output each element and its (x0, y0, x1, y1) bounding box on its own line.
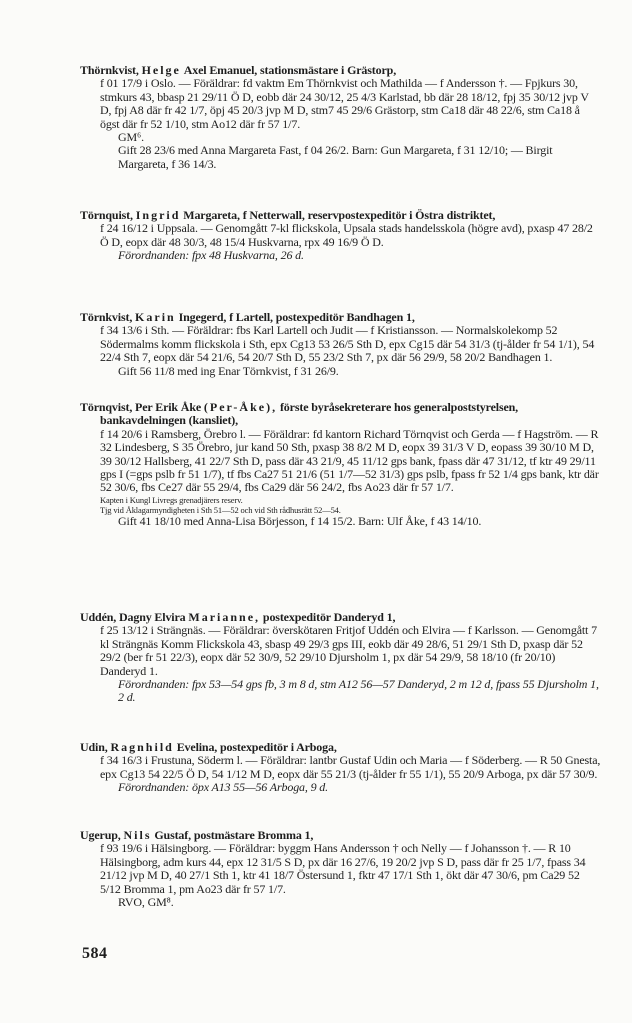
entry-called-name: Karin (135, 310, 176, 324)
entry-family: Gift 28 23/6 med Anna Margareta Fast, f 04 26/2. Barn: Gun Margareta, f 31 12/10; — Birgit Margareta, f 36 14/3. (118, 143, 553, 171)
entry-appointments: Förordnanden: fpx 48 Huskvarna, 26 d. (118, 248, 304, 263)
entry-title: postexpeditör Bandhagen 1, (275, 310, 415, 324)
entry-note: Tjg vid Åklagarmyndigheten i Sth 51—52 och vid Sth rådhusrätt 52—54. (100, 504, 341, 515)
entry-given-names: Gustaf, (154, 828, 191, 842)
entry-title: postexpeditör Danderyd 1, (262, 610, 396, 624)
entry-honours: RVO, GM⁸. (118, 895, 174, 910)
entry-tornqvist-per-ake (80, 401, 602, 528)
entry-heading (80, 611, 602, 624)
entry-called-name: Marianne, (188, 610, 261, 624)
entry-called-name: Helge (141, 63, 181, 77)
entry-surname: Thörnkvist, (80, 63, 139, 77)
page-number: 584 (82, 945, 108, 962)
entry-title: stationsmästare i Grästorp, (260, 63, 397, 77)
entry-title: förste byråsekreterare hos generalpoststyrelsen, bankavdelningen (kansliet), (100, 400, 519, 428)
entry-heading (80, 829, 602, 842)
entry-appointments: Förordnanden: öpx A13 55—56 Arboga, 9 d. (118, 780, 328, 795)
entry-given-names: Margareta, f Netterwall, (183, 208, 305, 222)
entry-called-name: Nils (123, 828, 152, 842)
entry-called-name: Ingrid (135, 208, 181, 222)
entry-biography: f 14 20/6 i Ramsberg, Örebro l. — Föräldrar: fd kantorn Richard Törnqvist och Gerda — f Hagström. — R 32 Lindesberg, S 35 Örebro, jur kand 50 Sth, pxasp 38 8/2 M D, eopx 39 31/3 V D, eopass 39 30/10 M D, 39 30/12 Hallsberg, 41 22/7 Sth D, pass där 43 21/9, 45 11/12 gps bank, fpass där 47 31/12, tf ktr 49 29/11 gps I (=gps pslb fr 51 1/7), tf fbs Ca27 51 21/6 (51 1/7—52 31/3) gps pslb, fpass fr 52 1/4 gps bank, ktr där 52 30/6, fbs Ce27 där 55 29/4, fbs Ca29 där 56 24/2, fbs Ao23 där fr 57 1/7. (100, 426, 599, 495)
entry-biography: f 93 19/6 i Hälsingborg. — Föräldrar: byggm Hans Andersson † och Nelly — f Johansson †. — R 10 Hälsingborg, adm kurs 44, epx 12 31/5 S D, px där 16 27/6, 19 20/2 jvp S D, pass där fr 25 1/7, fpass 34 21/12 jvp M D, 40 27/1 Sth 1, ktr 41 18/7 Östersund 1, fktr 47 17/1 Sth 1, ökt där 47 30/6, pm Ca29 52 5/12 Bromma 1, pm Ao23 där fr 57 1/7. (100, 841, 586, 896)
entry-surname: Ugerup, (80, 828, 121, 842)
entry-tornquist-ingrid (80, 209, 602, 263)
entry-given-names: Evelina, (176, 740, 218, 754)
entry-biography: f 24 16/12 i Uppsala. — Genomgått 7-kl flickskola, Upsala stads handelsskola (högre avd), pxasp 47 28/2 Ö D, eopx där 48 30/3, 48 15/4 Huskvarna, rpx 49 16/9 Ö D. (100, 221, 593, 249)
entry-appointments: Förordnanden: fpx 53—54 gps fb, 3 m 8 d, stm A12 56—57 Danderyd, 2 m 12 d, fpass 55 Djursholm 1, 2 d. (118, 677, 599, 705)
entry-honours: GM⁶. (118, 130, 144, 145)
entry-heading (80, 741, 602, 754)
entry-udden-marianne (80, 611, 602, 705)
entry-family: Gift 41 18/10 med Anna-Lisa Börjesson, f 14 15/2. Barn: Ulf Åke, f 43 14/10. (118, 513, 482, 528)
entry-udin-ragnhild (80, 741, 602, 795)
entry-title: reservpostexpeditör i Östra distriktet, (307, 208, 496, 222)
entry-tornkvist-karin (80, 311, 602, 378)
entry-given-names: Per Erik Åke (135, 400, 202, 414)
entry-title: postmästare Bromma 1, (193, 828, 314, 842)
entry-heading (80, 209, 602, 222)
entry-biography: f 34 13/6 i Sth. — Föräldrar: fbs Karl Lartell och Judit — f Kristiansson. — Normalskolekomp 52 Södermalms komm flickskola i Sth, epx Cg13 53 26/5 Sth D, epx Cg15 där 54 31/3 (tj-ålder fr 54 1/1), 54 22/4 Sth 7, eopx där 54 21/6, 54 20/7 Sth D, 55 23/2 Sth 7, px där 56 29/9, 58 20/2 Bandhagen 1. (100, 323, 595, 365)
entry-called-name: (Per-Åke), (203, 400, 278, 414)
entry-heading (80, 311, 602, 324)
entry-ugerup-nils (80, 829, 602, 909)
entry-given-names: Axel Emanuel, (183, 63, 258, 77)
entry-note: Kapten i Kungl Livregs grenadjärers reserv. (100, 494, 243, 505)
entry-called-name: Ragnhild (110, 740, 174, 754)
entry-biography: f 25 13/12 i Strängnäs. — Föräldrar: överskötaren Fritjof Uddén och Elvira — f Karlsson. — Genomgått 7 kl Strängnäs Komm Flickskola 43, sbasp 49 29/3 gps III, eokb där 49 28/6, 51 29/1 Sth D, pxasp där 52 29/2 (ber fr 51 22/3), eopx där 52 30/9, 52 29/10 Djursholm 1, px där 54 29/9, 58 18/10 (fr 20/10) Danderyd 1. (100, 623, 597, 678)
entry-thornkvist-helge (80, 64, 602, 171)
entry-biography: f 01 17/9 i Oslo. — Föräldrar: fd vaktm Em Thörnkvist och Mathilda — f Andersson †. — Fpjkurs 30, stmkurs 43, bbasp 21 29/11 Ö D, eobb där 24 30/12, 25 4/3 Karlstad, bb där 28 18/12, fpj 35 30/12 jvp V D, fpj A8 där fr 42 1/7, öpj 45 20/3 jvp M D, stm7 45 29/6 Grästorp, stm Ca18 där 48 22/6, stm Ca18 å ögst där fr 52 1/10, stm Ao12 där fr 57 1/7. (100, 76, 589, 131)
entry-surname: Törnquist, (80, 208, 133, 222)
entry-surname: Uddén, (80, 610, 117, 624)
entry-heading (80, 401, 602, 428)
entry-given-names: Ingegerd, f Lartell, (178, 310, 273, 324)
entry-surname: Törnqvist, (80, 400, 133, 414)
entry-given-names: Dagny Elvira (118, 610, 186, 624)
entry-biography: f 34 16/3 i Frustuna, Söderm l. — Föräldrar: lantbr Gustaf Udin och Maria — f Söderberg. — R 50 Gnesta, epx Cg13 54 22/5 Ö D, 54 1/12 M D, eopx där 55 21/3 (tj-ålder fr 55 1/1), 55 20/9 Arboga, px där 57 30/9. (100, 753, 601, 781)
entry-title: postexpeditör i Arboga, (220, 740, 337, 754)
entry-family: Gift 56 11/8 med ing Enar Törnkvist, f 31 26/9. (118, 363, 339, 378)
entry-surname: Udin, (80, 740, 108, 754)
entry-heading (80, 64, 602, 77)
entry-surname: Törnkvist, (80, 310, 133, 324)
